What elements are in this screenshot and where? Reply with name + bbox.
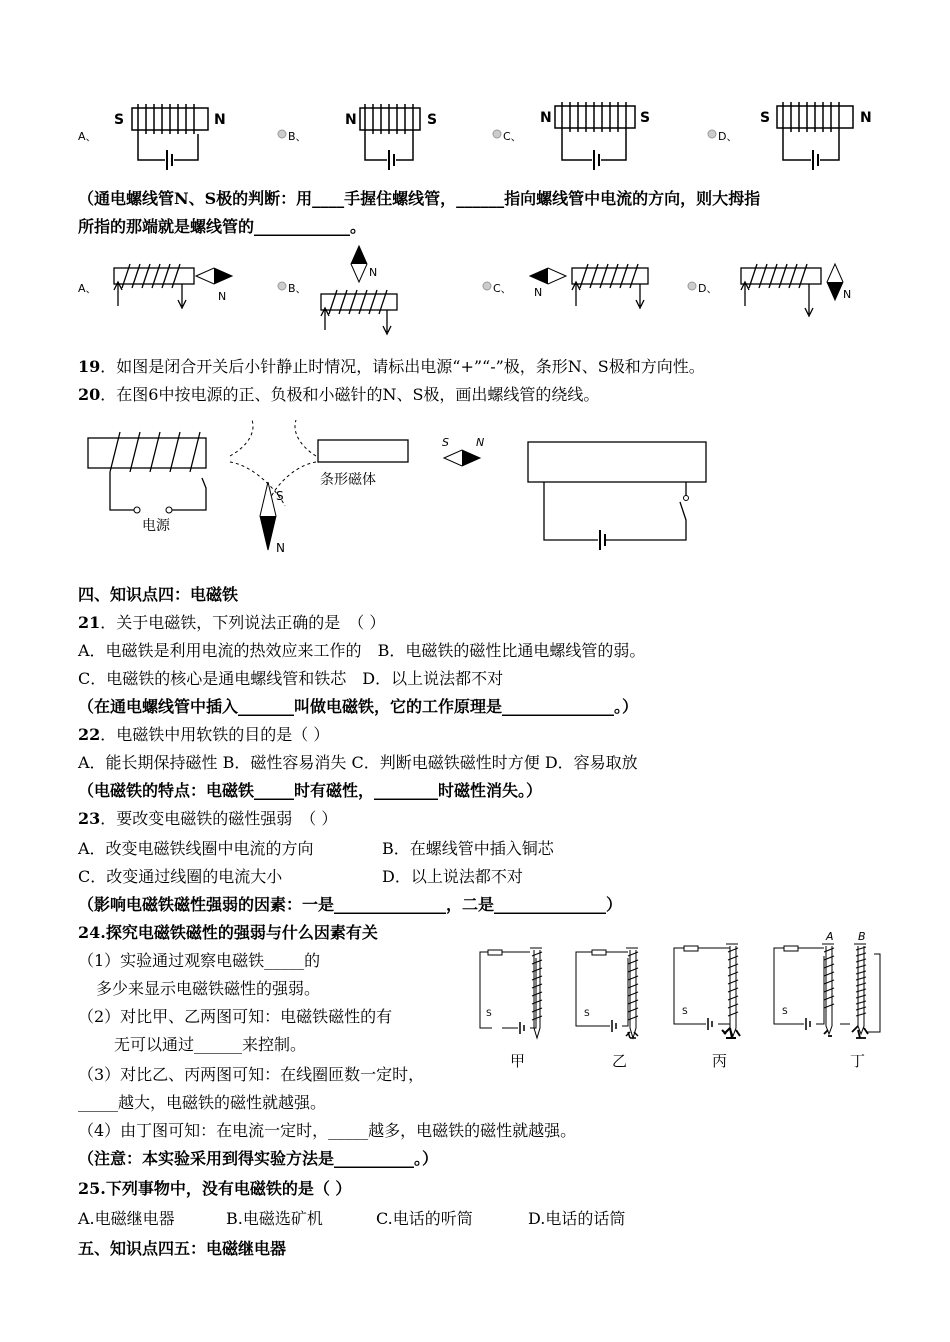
current-arrow-out xyxy=(636,284,644,308)
needle-s-label: S xyxy=(442,436,449,449)
q24-part1-line1: （1）实验通过观察电磁铁_____的 xyxy=(78,951,321,970)
switch-label: S xyxy=(584,1009,590,1019)
bar-magnet xyxy=(318,440,408,462)
q25-option-a[interactable]: A.电磁继电器 xyxy=(78,1209,175,1228)
section-4-title: 四、知识点四：电磁铁 xyxy=(78,585,239,604)
battery-icon xyxy=(167,150,172,170)
compass-needle-dark-half xyxy=(214,268,232,284)
question-22-text: ．电磁铁中用软铁的目的是（ ） xyxy=(100,725,330,744)
option-c-figure xyxy=(483,264,648,308)
pole-left-label: S xyxy=(760,110,771,126)
question-21-number: 21 xyxy=(78,613,101,632)
experiment-jia xyxy=(480,948,542,1070)
compass-n-label: N xyxy=(534,286,543,299)
pole-right-label: S xyxy=(640,110,651,126)
solenoid-options-row1 xyxy=(70,92,900,177)
option-d-label: D、 xyxy=(698,282,718,295)
compass-needle-dark-half xyxy=(827,282,843,300)
question-19 xyxy=(78,356,705,378)
radio-c-icon xyxy=(493,130,501,138)
pole-left-label: N xyxy=(345,112,357,128)
q23-option-c[interactable]: C．改变通过线圈的电流大小 xyxy=(78,867,283,886)
radio-d-icon xyxy=(688,282,696,290)
question-20-text: ．在图6中按电源的正、负极和小磁针的N、S极，画出螺线管的绕线。 xyxy=(100,385,600,404)
option-b-label: B、 xyxy=(288,282,307,295)
q23-option-d[interactable]: D．以上说法都不对 xyxy=(382,867,523,886)
question-25-title: 25.下列事物中，没有电磁铁的是（ ） xyxy=(78,1179,352,1198)
current-arrow-out xyxy=(383,310,391,334)
current-arrow-in xyxy=(114,282,122,306)
figure-19 xyxy=(80,418,430,568)
hint-solenoid-rule-line1: （通电螺线管N、S极的判断：用____手握住螺线管，______指向螺线管中电流的方向，则大拇指 xyxy=(78,189,761,208)
top-terminal xyxy=(592,950,606,955)
compass-needle-dark-half xyxy=(462,450,480,466)
battery-icon xyxy=(389,150,394,170)
label-a: A xyxy=(826,930,834,943)
solenoid-body xyxy=(555,106,635,128)
question-20 xyxy=(78,384,599,406)
q23-option-b[interactable]: B．在螺线管中插入铜芯 xyxy=(382,839,554,858)
compass-options-row2 xyxy=(70,244,900,336)
compass-needle-dark-half xyxy=(351,246,367,264)
pole-right-label: S xyxy=(427,112,438,128)
label-b: B xyxy=(858,930,866,943)
solenoid-body xyxy=(528,442,706,482)
radio-b-icon xyxy=(278,282,286,290)
q24-part3-line2: _____越大，电磁铁的磁性就越强。 xyxy=(78,1093,327,1112)
battery-icon xyxy=(594,150,599,170)
current-arrow-out xyxy=(178,284,186,308)
battery-icon xyxy=(612,1020,616,1032)
compass-needle-dark-half xyxy=(260,516,276,550)
compass-n-label: N xyxy=(218,290,227,303)
label-jia: 甲 xyxy=(510,1052,526,1070)
hint-solenoid-rule-line2: 所指的那端就是螺线管的____________。 xyxy=(78,217,367,236)
question-24-title: 24.探究电磁铁磁性的强弱与什么因素有关 xyxy=(78,923,378,942)
option-d-label: D、 xyxy=(718,130,738,143)
top-terminal xyxy=(684,946,698,951)
question-22 xyxy=(78,724,329,746)
experiment-bing xyxy=(674,944,740,1070)
current-arrow-in xyxy=(741,282,749,306)
switch-label: S xyxy=(682,1007,688,1017)
option-b-figure xyxy=(278,246,397,334)
switch-terminal xyxy=(684,496,689,501)
figure-24-experiments xyxy=(470,928,890,1078)
option-a-label: A、 xyxy=(78,282,97,295)
pole-left-label: N xyxy=(540,110,552,126)
radio-c-icon xyxy=(483,282,491,290)
question-22-number: 22 xyxy=(78,725,101,744)
q25-option-c[interactable]: C.电话的听筒 xyxy=(376,1209,473,1228)
battery-icon xyxy=(708,1018,712,1030)
q23-hint: （影响电磁铁磁性强弱的因素：一是______________，二是______________） xyxy=(78,895,623,914)
switch-label: S xyxy=(486,1009,492,1019)
question-20-number: 20 xyxy=(78,385,101,404)
label-yi: 乙 xyxy=(612,1052,628,1070)
question-21-text: ．关于电磁铁，下列说法正确的是 （ ） xyxy=(100,613,386,632)
option-a-figure xyxy=(78,264,232,308)
current-arrow-in xyxy=(572,282,580,306)
compass-n-label: N xyxy=(369,266,378,279)
pole-right-label: N xyxy=(860,110,872,126)
option-d-figure xyxy=(688,264,851,316)
q22-options[interactable]: A．能长期保持磁性 B．磁性容易消失 C．判断电磁铁磁性时方便 D．容易取放 xyxy=(78,753,638,772)
solenoid-body xyxy=(88,438,206,468)
circuit-wire xyxy=(783,132,839,160)
question-23-number: 23 xyxy=(78,809,101,828)
option-a-label: A、 xyxy=(78,130,97,143)
battery-icon xyxy=(600,530,605,550)
compass-needle-dark-half xyxy=(530,268,548,284)
q24-hint: （注意：本实验采用到得实验方法是__________。） xyxy=(78,1149,439,1168)
iron-filings-icon xyxy=(722,1028,740,1038)
q24-part2-line1: （2）对比甲、乙两图可知：电磁铁磁性的有 xyxy=(78,1007,393,1026)
q21-option-b[interactable]: B．电磁铁的磁性比通电螺线管的弱。 xyxy=(377,641,646,660)
top-terminal xyxy=(488,950,502,955)
option-d-figure xyxy=(708,102,872,170)
terminal-right xyxy=(166,507,172,513)
experiment-ding xyxy=(774,930,880,1070)
switch-label: S xyxy=(782,1007,788,1017)
circuit-wire xyxy=(544,482,686,540)
q22-hint: （电磁铁的特点：电磁铁_____时有磁性，________时磁性消失。） xyxy=(78,781,543,800)
option-b-figure xyxy=(278,104,437,170)
option-c-label: C、 xyxy=(493,282,512,295)
q25-option-d[interactable]: D.电话的话筒 xyxy=(528,1209,626,1228)
q24-part2-line2: 无可以通过______来控制。 xyxy=(114,1035,307,1054)
pole-right-label: N xyxy=(214,112,226,128)
terminal-left xyxy=(134,507,140,513)
option-b-label: B、 xyxy=(288,130,307,143)
q24-part1-line2: 多少来显示电磁铁磁性的强弱。 xyxy=(96,979,321,998)
pole-left-label: S xyxy=(114,112,125,128)
q21-hint: （在通电螺线管中插入_______叫做电磁铁，它的工作原理是______________。） xyxy=(78,697,639,716)
battery-icon xyxy=(806,1018,810,1030)
bar-magnet-label: 条形磁体 xyxy=(320,472,376,488)
radio-b-icon xyxy=(278,130,286,138)
question-23-text: ．要改变电磁铁的磁性强弱 （ ） xyxy=(100,809,338,828)
q24-part3-line1: （3）对比乙、丙两图可知：在线圈匝数一定时， xyxy=(78,1065,425,1084)
top-terminal xyxy=(784,946,798,951)
label-bing: 丙 xyxy=(712,1052,728,1070)
q21-options-cd[interactable]: C．电磁铁的核心是通电螺线管和铁芯 D．以上说法都不对 xyxy=(78,669,504,688)
question-21 xyxy=(78,612,385,634)
power-source-label: 电源 xyxy=(142,518,170,534)
q25-option-b[interactable]: B.电磁选矿机 xyxy=(226,1209,323,1228)
experiment-yi xyxy=(576,948,638,1070)
current-arrow-in xyxy=(321,308,329,330)
radio-d-icon xyxy=(708,130,716,138)
q23-option-a[interactable]: A．改变电磁铁线圈中电流的方向 xyxy=(78,839,314,858)
label-ding: 丁 xyxy=(850,1052,866,1070)
compass-n-label: N xyxy=(843,288,852,301)
circuit-wire xyxy=(110,472,206,510)
battery-icon xyxy=(520,1022,524,1034)
battery-icon xyxy=(813,150,818,170)
option-c-figure xyxy=(493,102,650,170)
option-a-figure xyxy=(78,104,226,170)
current-arrow-out xyxy=(805,284,813,316)
needle-n-label: N xyxy=(276,541,285,555)
question-19-text: ．如图是闭合开关后小针静止时情况，请标出电源“+”“-”极，条形N、S极和方向性。 xyxy=(100,357,705,376)
section-5-title: 五、知识点四五：电磁继电器 xyxy=(78,1239,287,1258)
figure-20 xyxy=(440,432,730,557)
solenoid-body xyxy=(360,108,420,130)
question-19-number: 19 xyxy=(78,357,101,376)
needle-s-label: S xyxy=(276,489,284,503)
needle-n-label: N xyxy=(476,436,485,449)
question-21-options-ab xyxy=(78,640,645,662)
option-c-label: C、 xyxy=(503,130,522,143)
q24-part4: （4）由丁图可知：在电流一定时，_____越多，电磁铁的磁性就越强。 xyxy=(78,1121,577,1140)
q21-option-a[interactable]: A．电磁铁是利用电流的热效应来工作的 xyxy=(78,641,362,660)
question-23 xyxy=(78,808,337,830)
